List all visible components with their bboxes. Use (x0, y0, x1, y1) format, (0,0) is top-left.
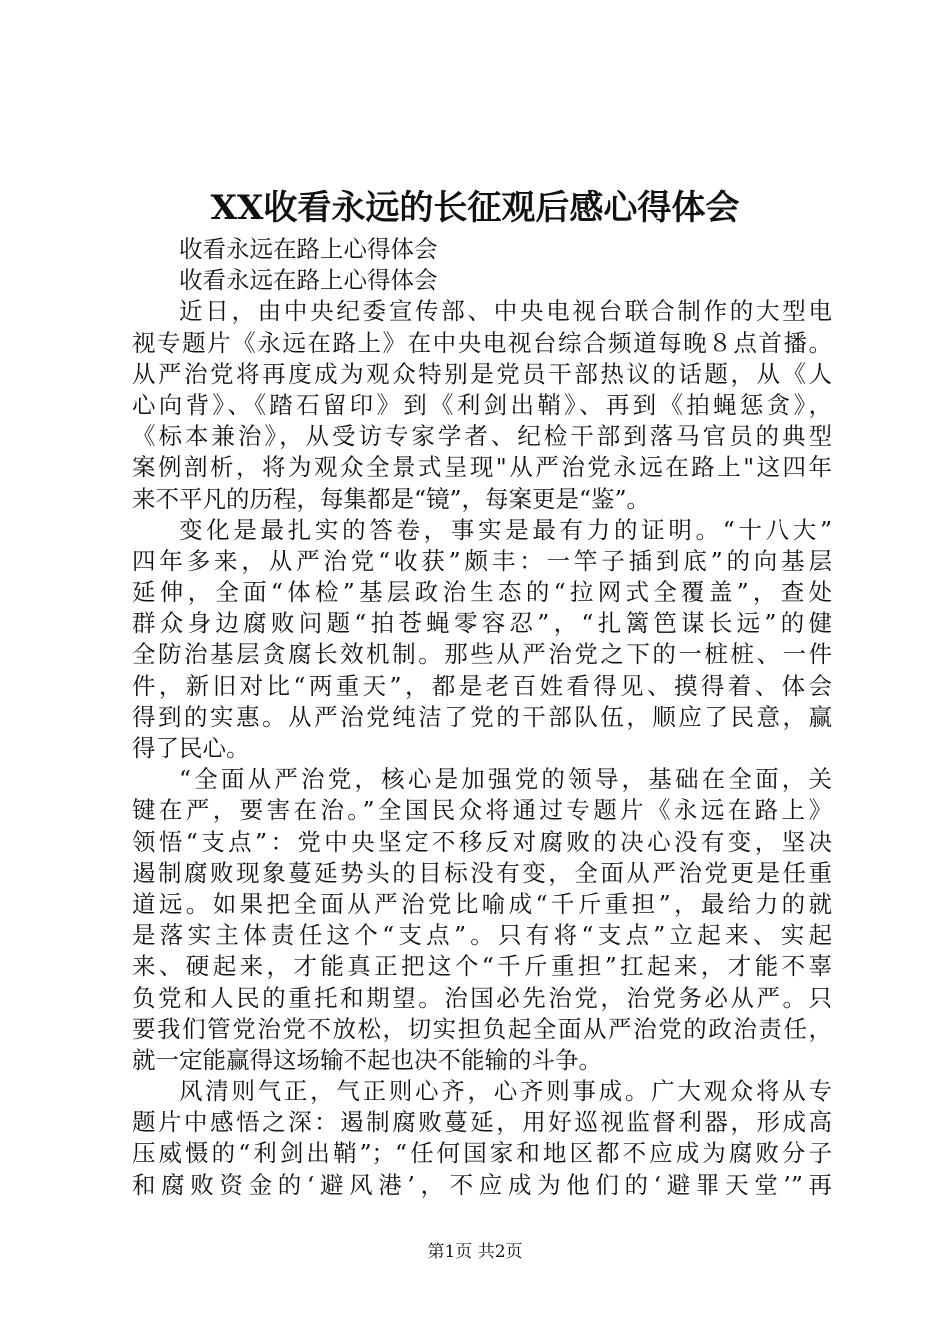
text-line: 件，新旧对比“两重天”，都是老百姓看得见、摸得着、体会 (132, 671, 832, 700)
text-line: 是落实主体责任这个“支点”。只有将“支点”立起来、实起 (132, 921, 832, 950)
document-title: XX收看永远的长征观后感心得体会 (210, 188, 740, 228)
text-line: 案例剖析，将为观众全景式呈现"从严治党永远在路上"这四年 (132, 453, 832, 482)
text-line: 道远。如果把全面从严治党比喻成“千斤重担”，最给力的就 (132, 889, 832, 918)
text-line: 就一定能赢得这场输不起也决不能输的斗争。 (132, 1045, 602, 1074)
text-line: 压威慑的“利剑出鞘”；“任何国家和地区都不应成为腐败分子 (132, 1139, 832, 1168)
text-line: 心向背》、《踏石留印》到《利剑出鞘》、再到《拍蝇惩贪》， (132, 390, 832, 419)
text-line: 近日，由中央纪委宣传部、中央电视台联合制作的大型电 (179, 297, 832, 326)
text-line: 来不平凡的历程，每集都是“镜”，每案更是“鉴”。 (132, 484, 651, 513)
text-line: 风清则气正，气正则心齐，心齐则事成。广大观众将从专 (179, 1077, 832, 1106)
page-number-footer: 第1页 共2页 (427, 1242, 523, 1262)
text-line: 《标本兼治》，从受访专家学者、纪检干部到落马官员的典型 (132, 422, 832, 451)
text-line: 全防治基层贪腐长效机制。那些从严治党之下的一桩桩、一件 (132, 640, 832, 669)
text-line: 遏制腐败现象蔓延势头的目标没有变，全面从严治党更是任重 (132, 858, 832, 887)
text-line: 领悟“支点”：党中央坚定不移反对腐败的决心没有变，坚决 (132, 827, 832, 856)
text-line: 和腐败资金的‘避风港’，不应成为他们的‘避罪天堂’”再 (132, 1170, 832, 1199)
text-line: 从严治党将再度成为观众特别是党员干部热议的话题，从《人 (132, 359, 832, 388)
text-line: 延伸，全面“体检”基层政治生态的“拉网式全覆盖”，查处 (132, 578, 832, 607)
text-line: 负党和人民的重托和期望。治国必先治党，治党务必从严。只 (132, 983, 832, 1012)
text-line: 键在严，要害在治。”全国民众将通过专题片《永远在路上》 (132, 796, 832, 825)
text-line: 四年多来，从严治党“收获”颇丰：一竿子插到底”的向基层 (132, 546, 832, 575)
document-body (132, 234, 832, 1201)
text-line: “全面从严治党，核心是加强党的领导，基础在全面，关 (179, 765, 832, 794)
text-line: 收看永远在路上心得体会 (179, 266, 438, 295)
text-line: 视专题片《永远在路上》在中央电视台综合频道每晚８点首播。 (132, 328, 832, 357)
text-line: 得了民心。 (132, 734, 250, 762)
text-line: 题片中感悟之深：遏制腐败蔓延，用好巡视监督利器，形成高 (132, 1108, 832, 1137)
text-line: 要我们管党治党不放松，切实担负起全面从严治党的政治责任， (132, 1014, 832, 1043)
text-line: 来、硬起来，才能真正把这个“千斤重担”扛起来，才能不辜 (132, 952, 832, 981)
text-line: 群众身边腐败问题“拍苍蝇零容忍”，“扎篱笆谋长远”的健 (132, 609, 832, 638)
text-line: 变化是最扎实的答卷，事实是最有力的证明。“十八大” (179, 515, 832, 544)
text-line: 得到的实惠。从严治党纯洁了党的干部队伍，顺应了民意，赢 (132, 702, 832, 731)
text-line: 收看永远在路上心得体会 (179, 235, 438, 263)
